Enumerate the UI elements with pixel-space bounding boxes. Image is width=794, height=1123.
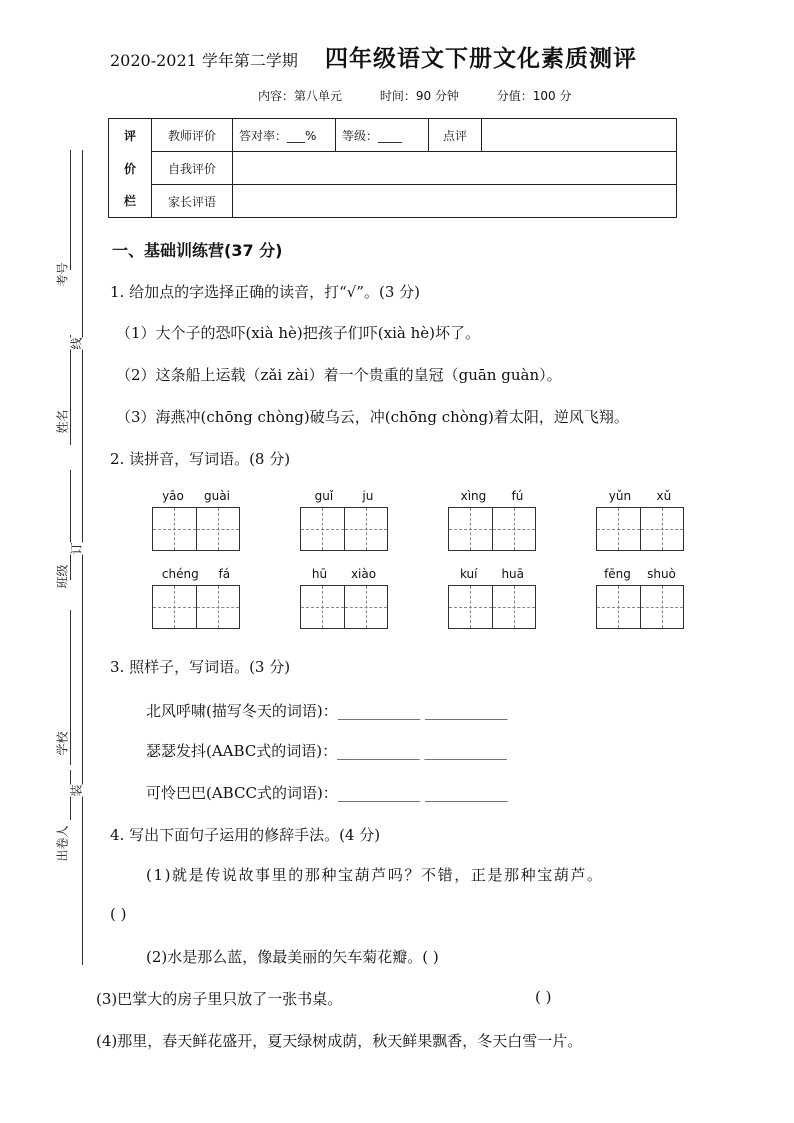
- grid-cell[interactable]: [493, 508, 536, 550]
- pinyin-syllable: ju: [362, 489, 374, 503]
- self-eval-label: 自我评价: [152, 152, 233, 185]
- q4-item-4: (4)那里，春天鲜花盛开，夏天绿树成荫，秋天鲜果飘香，冬天白雪一片。: [96, 1032, 583, 1050]
- comment-field[interactable]: [482, 119, 677, 152]
- grid-cell[interactable]: [153, 508, 197, 550]
- writing-grid[interactable]: [448, 585, 536, 629]
- kaohao-line[interactable]: [70, 150, 71, 270]
- q1-item-1[interactable]: （1）大个子的恐吓(xià hè)把孩子们吓(xià hè)坏了。: [116, 324, 480, 342]
- page-title: [110, 40, 710, 73]
- pinyin-label: [448, 489, 536, 507]
- writing-grid[interactable]: [448, 507, 536, 551]
- q4-item-3: (3)巴掌大的房子里只放了一张书桌。: [96, 990, 343, 1008]
- q4-item-3-answer[interactable]: ( ): [535, 988, 552, 1006]
- pinyin-label: [596, 567, 684, 585]
- q1-item-2[interactable]: （2）这条船上运载（zǎi zài）着一个贵重的皇冠（guān guàn）。: [116, 366, 562, 384]
- parent-comment-label: 家长评语: [152, 185, 233, 218]
- grid-cell[interactable]: [597, 508, 641, 550]
- pinyin-syllable: guǐ: [314, 489, 334, 503]
- exam-meta: [258, 87, 606, 104]
- writing-grid[interactable]: [152, 507, 240, 551]
- binding-line: [82, 150, 83, 965]
- eval-side-char: 价: [109, 152, 152, 185]
- exam-score: 分值：100 分: [496, 89, 572, 103]
- parent-comment-field[interactable]: [233, 185, 677, 218]
- pinyin-syllable: xǔ: [656, 489, 672, 503]
- pinyin-word: [596, 489, 684, 551]
- exam-time: 时间：90 分钟: [379, 89, 459, 103]
- xingming-label: 姓名: [55, 409, 70, 434]
- pinyin-syllable: chéng: [161, 567, 199, 581]
- grid-cell[interactable]: [197, 586, 240, 628]
- pinyin-label: [596, 489, 684, 507]
- pinyin-word: [300, 567, 388, 629]
- xian-label: 线: [69, 337, 84, 350]
- pinyin-syllable: yāo: [162, 489, 184, 503]
- pinyin-syllable: yǔn: [608, 489, 632, 503]
- pinyin-label: [448, 567, 536, 585]
- eval-side-char: 栏: [109, 185, 152, 218]
- comment-label: 点评: [429, 119, 482, 152]
- pinyin-label: [300, 567, 388, 585]
- q3-item-3[interactable]: 可怜巴巴(ABCC式的词语)：___________ ___________: [146, 784, 508, 802]
- pinyin-label: [152, 489, 240, 507]
- teacher-eval-label: 教师评价: [152, 119, 233, 152]
- pinyin-label: [152, 567, 240, 585]
- grid-cell[interactable]: [345, 508, 388, 550]
- pinyin-syllable: fēng: [604, 567, 631, 581]
- pinyin-syllable: xìng: [460, 489, 487, 503]
- writing-grid[interactable]: [596, 507, 684, 551]
- pinyin-word: [152, 567, 240, 629]
- exam-title: 四年级语文下册文化素质测评: [325, 45, 638, 72]
- grid-cell[interactable]: [641, 508, 684, 550]
- grid-cell[interactable]: [449, 508, 493, 550]
- pinyin-syllable: guài: [204, 489, 230, 503]
- grid-cell[interactable]: [597, 586, 641, 628]
- chujuanren-label: 出卷人: [55, 825, 70, 862]
- grid-cell[interactable]: [301, 586, 345, 628]
- writing-grid[interactable]: [596, 585, 684, 629]
- accuracy-field[interactable]: 答对率：___%: [233, 119, 336, 152]
- evaluation-table: [108, 118, 677, 218]
- q3-stem: 3. 照样子，写词语。(3 分): [110, 658, 291, 676]
- pinyin-word: [448, 567, 536, 629]
- zhuang-label: 装: [69, 784, 84, 797]
- grid-cell[interactable]: [493, 586, 536, 628]
- q4-item-1-answer[interactable]: ( ): [110, 905, 127, 923]
- q3-item-1[interactable]: 北风呼啸(描写冬天的词语)：___________ ___________: [146, 702, 508, 720]
- grid-cell[interactable]: [345, 586, 388, 628]
- pinyin-syllable: hū: [311, 567, 328, 581]
- grid-cell[interactable]: [153, 586, 197, 628]
- pinyin-syllable: fú: [511, 489, 524, 503]
- q1-item-3[interactable]: （3）海燕冲(chōng chòng)破乌云，冲(chōng chòng)着太阳，逆风飞翔。: [116, 408, 629, 426]
- writing-grid[interactable]: [300, 507, 388, 551]
- pinyin-label: [300, 489, 388, 507]
- pinyin-syllable: fá: [218, 567, 231, 581]
- q1-stem: 1. 给加点的字选择正确的读音，打“√”。(3 分): [110, 283, 420, 301]
- pinyin-syllable: huā: [501, 567, 525, 581]
- ding-label: 订: [69, 542, 84, 555]
- writing-grid[interactable]: [152, 585, 240, 629]
- pinyin-word: [152, 489, 240, 551]
- pinyin-word: [448, 489, 536, 551]
- q3-item-2[interactable]: 瑟瑟发抖(AABC式的词语)：___________ ___________: [146, 742, 507, 760]
- year-term: 2020-2021 学年第二学期: [110, 51, 298, 70]
- section-title: 一、基础训练营(37 分): [112, 241, 283, 260]
- q4-stem: 4. 写出下面句子运用的修辞手法。(4 分): [110, 826, 381, 844]
- grid-cell[interactable]: [641, 586, 684, 628]
- grade-field[interactable]: 等级：____: [336, 119, 429, 152]
- kaohao-label: 考号: [55, 262, 70, 287]
- grid-cell[interactable]: [449, 586, 493, 628]
- writing-grid[interactable]: [300, 585, 388, 629]
- q2-stem: 2. 读拼音，写词语。(8 分): [110, 450, 291, 468]
- grid-cell[interactable]: [301, 508, 345, 550]
- self-eval-field[interactable]: [233, 152, 677, 185]
- exam-content: 内容：第八单元: [258, 89, 343, 103]
- pinyin-syllable: kuí: [459, 567, 478, 581]
- pinyin-word: [300, 489, 388, 551]
- q4-item-1: (1)就是传说故事里的那种宝葫芦吗？不错，正是那种宝葫芦。: [146, 866, 604, 884]
- banji-label: 班级: [55, 564, 70, 589]
- pinyin-syllable: shuò: [647, 567, 676, 581]
- pinyin-word: [596, 567, 684, 629]
- grid-cell[interactable]: [197, 508, 240, 550]
- xuexiao-label: 学校: [55, 731, 70, 756]
- eval-side-char: 评: [109, 119, 152, 152]
- pinyin-syllable: xiào: [350, 567, 377, 581]
- q4-item-2[interactable]: (2)水是那么蓝，像最美丽的矢车菊花瓣。( ): [146, 948, 439, 966]
